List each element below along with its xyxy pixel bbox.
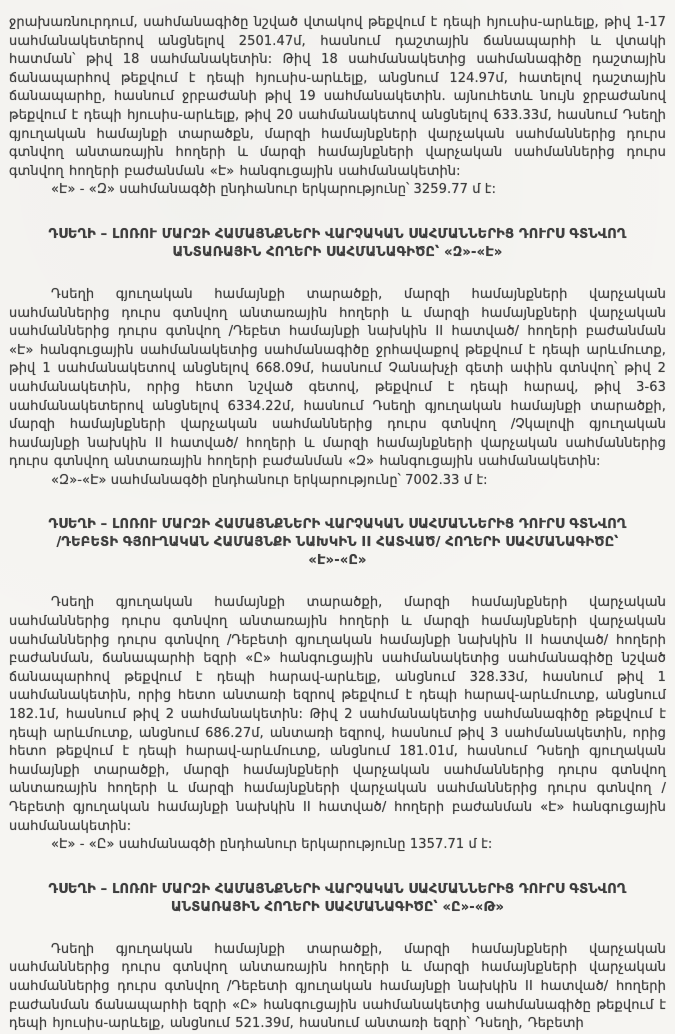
section-z-e-heading-line1: ԴՍԵՂԻ – ԼՈՌՈՒ ՄԱՐԶԻ ՀԱՄԱՅՆՔՆԵՐԻ ՎԱՐՉԱԿԱՆ ՍԱՀՄԱՆՆԵՐԻՑ ԴՈՒՐՍ ԳՏՆՎՈՂ	[48, 226, 627, 242]
section-e-y-paragraph: Դսեղի գյուղական համայնքի տարածքի, մարզի համայնքների վարչական սահմաններից դուրս գտնվող անտառային հողերի և մարզի համայնքների վարչական սահմաններից դուրս գտնվող /Դեբետի գյուղական համայնքի նախկին II հատված/ հողերի բաժանման, ճանապարհի եզրի «Ը» հանգուցային սահմանակետից սահմանագիծը նշված ճանապարհով թեքվում է դեպի հարավ-արևելք, անցնում 328.33մ, հասնում թիվ 1 սահմանակետին, որից հետո անտառի եզրով թեքվում է դեպի հարավ-արևմուտք, անցնում 182.1մ, հասնում թիվ 2 սահմանակետին: Թիվ 2 սահմանակետից սահմանագիծը թեքվում է դեպի արևմուտք, անցնում 686.27մ, անտառի եզրով, հասնում թիվ 3 սահմանակետին, որից հետո թեքվում է դեպի հարավ-արևմուտք, անցնում 181.01մ, հասնում Դսեղի գյուղական համայնքի տարածքի, մարզի համայնքների վարչական սահմաններից դուրս գտնվող անտառային հողերի և մարզի համայնքների վարչական սահմաններից դուրս գտնվող /Դեբետի գյուղական համայնքի նախկին II հատված/ հողերի բաժանման «Է» հանգուցային սահմանակետին:	[9, 595, 666, 834]
section-e-y	[9, 516, 666, 854]
section-y-t-paragraph: Դսեղի գյուղական համայնքի տարածքի, մարզի համայնքների վարչական սահմաններից դուրս գտնվող անտառային հողերի և մարզի համայնքների վարչական սահմաններից դուրս գտնվող /Դեբետի գյուղական համայնքի նախկին II հատված/ հողերի բաժանման ճանապարհի եզրի «Ը» հանգուցային սահմանակետից սահմանագիծը թեքվում է դեպի հյուսիս-արևելք, անցնում 521.39մ, հասնում անտառի եզրի՝ Դսեղի, Դեբետի	[9, 941, 666, 1032]
section-y-t-heading-line1: ԴՍԵՂԻ – ԼՈՌՈՒ ՄԱՐԶԻ ՀԱՄԱՅՆՔՆԵՐԻ ՎԱՐՉԱԿԱՆ ՍԱՀՄԱՆՆԵՐԻՑ ԴՈՒՐՍ ԳՏՆՎՈՂ	[48, 881, 627, 897]
section-z-e-heading	[27, 226, 648, 262]
section-y-t-heading	[27, 881, 648, 917]
section-e-y-heading-line1: ԴՍԵՂԻ – ԼՈՌՈՒ ՄԱՐԶԻ ՀԱՄԱՅՆՔՆԵՐԻ ՎԱՐՉԱԿԱՆ ՍԱՀՄԱՆՆԵՐԻՑ ԴՈՒՐՍ ԳՏՆՎՈՂ	[48, 517, 627, 533]
section-e-y-heading-line2: /ԴԵԲԵՏԻ ԳՅՈՒՂԱԿԱՆ ՀԱՄԱՅՆՔԻ ՆԱԽԿԻՆ II ՀԱՏՎԱԾ/ ՀՈՂԵՐԻ ՍԱՀՄԱՆԱԳԻԾԸ՝ «Է»-«Ը»	[56, 535, 619, 569]
intro-length-summary: «Է» - «Զ» սահմանագծի ընդհանուր երկարությունը՝ 3259.77 մ է:	[51, 182, 497, 198]
section-z-e-paragraph: Դսեղի գյուղական համայնքի տարածքի, մարզի համայնքների վարչական սահմաններից դուրս գտնվող անտառային հողերի և մարզի համայնքների վարչական սահմաններից դուրս գտնվող /Դեբետ համայնքի նախկին II հատված/ հողերի բաժանման «Է» հանգուցային սահմանակետից սահմանագիծը ջրհավաքով թեքվում է դեպի արևմուտք, թիվ 1 սահմանակետով անցնելով 668.09մ, հասնում Չանախչի գետի ափին գտնվող՝ թիվ 2 սահմանակետին, որից հետո նշված գետով, թեքվում է դեպի հարավ, թիվ 3-63 սահմանակետերով անցնելով 6334.22մ, հասնում Դսեղի գյուղական համայնքի տարածքի, մարզի համայնքների վարչական սահմաններից դուրս գտնվող /Չկալովի գյուղական համայնքի նախկին II հատված/ հողերի և մարզի համայնքների վարչական սահմաններից դուրս գտնվող անտառային հողերի բաժանման «Զ» հանգուցային սահմանակետին:	[9, 286, 666, 470]
section-z-e-length-summary: «Զ»-«Է» սահմանագծի ընդհանուր երկարությունը՝ 7002.33 մ է:	[51, 472, 488, 488]
section-y-t-heading-line2: ԱՆՏԱՌԱՅԻՆ ՀՈՂԵՐԻ ՍԱՀՄԱՆԱԳԻԾԸ՝ «Ը»-«Թ»	[170, 899, 505, 915]
section-z-e-heading-line2: ԱՆՏԱՌԱՅԻՆ ՀՈՂԵՐԻ ՍԱՀՄԱՆԱԳԻԾԸ՝ «Զ»-«Է»	[172, 244, 503, 260]
section-z-e	[9, 226, 666, 491]
section-e-y-length-summary: «Է» - «Ը» սահմանագծի ընդհանուր երկարությունը 1357.71 մ է:	[51, 837, 493, 853]
intro-paragraph: ջրախառնուրդում, սահմանագիծը նշված վտակով թեքվում է դեպի հյուսիս-արևելք, թիվ 1-17 սահմանակետերով անցնելով 2501.47մ, հասնում դաշտային ճանապարհի և վտակի հատման՝ թիվ 18 սահմանակետին: Թիվ 18 սահմանակետից սահմանագիծը դաշտային ճանապարհով թեքվում է դեպի հյուսիս-արևելք, անցնում 124.97մ, հատելով դաշտային ճանապարհը, հասնում ջրբաժանի թիվ 19 սահմանակետին. այնուհետև նույն ջրբաժանով թեքվում է դեպի հյուսիս-արևելք, թիվ 20 սահմանակետով անցնելով 633.33մ, հասնում Դսեղի գյուղական համայնքի տարածքն, մարզի համայնքների վարչական սահմաններից դուրս գտնվող անտառային հողերի և մարզի համայնքների վարչական սահմաններից դուրս գտնվող հողերի բաժանման «Է» հանգուցային սահմանակետին:	[9, 15, 666, 179]
section-e-y-heading	[27, 516, 648, 570]
section-y-t	[9, 881, 666, 1034]
